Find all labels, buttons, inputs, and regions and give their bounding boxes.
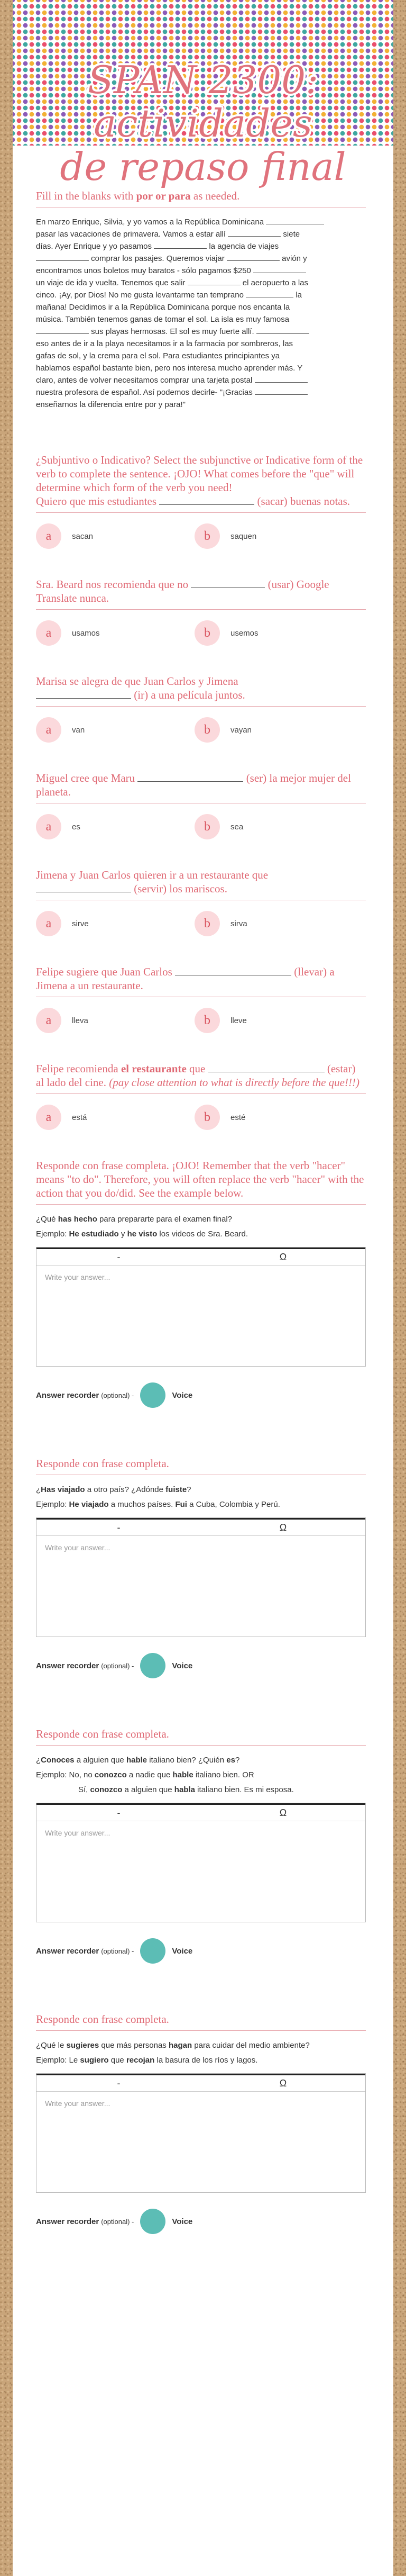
blank-11[interactable] — [255, 374, 308, 383]
blank-6[interactable] — [253, 265, 306, 273]
question-12-title: Responde con frase completa. — [36, 2013, 169, 2026]
minus-button[interactable]: - — [117, 2078, 121, 2089]
answer-box-10 — [36, 1517, 366, 1637]
choice-b[interactable]: b sea — [195, 814, 353, 839]
answer-input[interactable]: Write your answer... — [45, 1829, 110, 1837]
question-7-title: Felipe sugiere que Juan Carlos (llevar) a Jimena a un restaurante. — [36, 965, 335, 992]
question-7-choices — [36, 1008, 366, 1033]
choice-a[interactable]: a lleva — [36, 1008, 195, 1033]
badge-a-icon: a — [36, 1008, 61, 1033]
minus-button[interactable]: - — [117, 1807, 121, 1818]
omega-symbol-button[interactable]: Ω — [279, 1252, 287, 1262]
question-12-prompt: ¿Qué le sugieres que más personas hagan para cuidar del medio ambiente? — [36, 2041, 310, 2050]
answer-toolbar — [36, 1803, 365, 1821]
voice-record-button[interactable] — [140, 2209, 165, 2234]
question-11-example-1: Ejemplo: No, no conozco a nadie que hable italiano bien. OR — [36, 1770, 254, 1779]
answer-box-12 — [36, 2073, 366, 2193]
blank-1[interactable] — [266, 216, 324, 224]
question-6-choices — [36, 911, 366, 936]
badge-a-icon: a — [36, 717, 61, 743]
omega-symbol-button[interactable]: Ω — [279, 2078, 287, 2089]
blank-3[interactable] — [154, 240, 207, 249]
blank-4[interactable] — [36, 252, 89, 261]
blank-7[interactable] — [188, 277, 241, 285]
polka-dot-header — [13, 0, 393, 189]
answer-box-9 — [36, 1247, 366, 1367]
choice-a[interactable]: a usamos — [36, 620, 195, 646]
badge-a-icon: a — [36, 814, 61, 839]
choice-b[interactable]: b saquen — [195, 523, 353, 549]
choice-a[interactable]: a sirve — [36, 911, 195, 936]
badge-a-icon: a — [36, 1105, 61, 1130]
question-9-example: Ejemplo: He estudiado y he visto los videos de Sra. Beard. — [36, 1230, 248, 1239]
question-3-choices — [36, 620, 366, 646]
choice-b[interactable]: b esté — [195, 1105, 353, 1130]
choice-b[interactable]: b usemos — [195, 620, 353, 646]
question-1-title: Fill in the blanks with por or para as needed. — [36, 189, 240, 202]
question-9-title: Responde con frase completa. ¡OJO! Remember that the verb "hacer" means "to do". Therefore, you will often replace the verb "hacer" with the action that you do/did. See the example below. — [36, 1159, 364, 1199]
question-10-title: Responde con frase completa. — [36, 1457, 169, 1470]
question-2-title: ¿Subjuntivo o Indicativo? Select the subjunctive or Indicative form of the verb to complete the sentence. ¡OJO! What comes before the "que" will determine which form of the verb you need! Quiero que mis estudiantes (sacar) buenas notas. — [36, 454, 363, 508]
badge-b-icon: b — [195, 1105, 220, 1130]
answer-recorder: Answer recorder (optional) - Voice — [36, 1653, 366, 1678]
question-10-example: Ejemplo: He viajado a muchos países. Fui a Cuba, Colombia y Perú. — [36, 1500, 280, 1509]
choice-a[interactable]: a es — [36, 814, 195, 839]
blank-10[interactable] — [256, 326, 309, 334]
badge-a-icon: a — [36, 620, 61, 646]
badge-b-icon: b — [195, 814, 220, 839]
answer-box-11 — [36, 1803, 366, 1922]
blank-12[interactable] — [255, 386, 308, 395]
choice-a[interactable]: a van — [36, 717, 195, 743]
answer-input[interactable]: Write your answer... — [45, 1543, 110, 1552]
badge-b-icon: b — [195, 911, 220, 936]
badge-b-icon: b — [195, 620, 220, 646]
question-4-choices — [36, 717, 366, 743]
choice-a[interactable]: a sacan — [36, 523, 195, 549]
omega-symbol-button[interactable]: Ω — [279, 1807, 287, 1818]
question-1-paragraph: En marzo Enrique, Silvia, y yo vamos a la República Dominicana pasar las vacaciones de primavera. Vamos a estar allí siete días. Ayer Enrique y yo pasamos la agencia de viajes comprar los pasajes. Queremos viajar avión y encontramos unos boletos muy baratos - sólo pagamos $250 un viaje de ida y vuelta. Tenemos que salir el aeropuerto a las cinco. ¡Ay, por Dios! No me gusta levantarme tan temprano la mañana! Decidimos ir a la República Dominicana porque nos encanta la música. También tenemos ganas de tomar el sol. La isla es muy famosa sus playas hermosas. El sol es muy fuerte allí. eso antes de ir a la playa necesitamos ir a la farmacia por sombreros, las gafas de sol, y la crema para el sol. Para estudiantes principiantes ya hablamos español bastante bien, pero nos interesa mucho aprender más. Y claro, antes de volver necesitamos comprar una tarjeta postal nuestra profesora de español. Así podemos decirle- "¡Gracias enseñarnos la diferencia entre por y para!" — [36, 216, 366, 411]
question-3-title: Sra. Beard nos recomienda que no (usar) Google Translate nunca. — [36, 578, 329, 604]
question-11-title: Responde con frase completa. — [36, 1728, 169, 1740]
answer-toolbar — [36, 1518, 365, 1536]
question-8-title: Felipe recomienda el restaurante que (estar) al lado del cine. (pay close attention to what is directly before the que!!!) — [36, 1062, 359, 1089]
badge-a-icon: a — [36, 911, 61, 936]
answer-toolbar — [36, 1248, 365, 1266]
question-4-title: Marisa se alegra de que Juan Carlos y Jimena (ir) a una película juntos. — [36, 675, 245, 701]
question-8-choices — [36, 1105, 366, 1130]
choice-b[interactable]: b lleve — [195, 1008, 353, 1033]
answer-input[interactable]: Write your answer... — [45, 2099, 110, 2108]
badge-b-icon: b — [195, 717, 220, 743]
badge-b-icon: b — [195, 523, 220, 549]
question-6-title: Jimena y Juan Carlos quieren ir a un restaurante que (servir) los mariscos. — [36, 869, 269, 895]
page-title: SPAN 2300: actividades de repaso final — [60, 58, 346, 189]
answer-recorder: Answer recorder (optional) - Voice — [36, 1382, 366, 1408]
question-11-example-2: Sí, conozco a alguien que habla italiano bien. Es mi esposa. — [78, 1785, 294, 1794]
answer-recorder: Answer recorder (optional) - Voice — [36, 1938, 366, 1964]
question-2-choices — [36, 523, 366, 549]
question-12-example: Ejemplo: Le sugiero que recojan la basura de los ríos y lagos. — [36, 2056, 258, 2065]
question-9-prompt: ¿Qué has hecho para prepararte para el examen final? — [36, 1215, 233, 1224]
choice-b[interactable]: b vayan — [195, 717, 353, 743]
blank-8[interactable] — [246, 289, 293, 297]
answer-toolbar — [36, 2074, 365, 2092]
blank-2[interactable] — [228, 228, 281, 237]
blank-5[interactable] — [227, 252, 280, 261]
badge-a-icon: a — [36, 523, 61, 549]
blank-9[interactable] — [36, 326, 89, 334]
answer-input[interactable]: Write your answer... — [45, 1273, 110, 1281]
question-5-title: Miguel cree que Maru (ser) la mejor mujer del planeta. — [36, 772, 351, 798]
question-5-choices — [36, 814, 366, 839]
choice-b[interactable]: b sirva — [195, 911, 353, 936]
voice-record-button[interactable] — [140, 1938, 165, 1964]
question-11-prompt: ¿Conoces a alguien que hable italiano bien? ¿Quién es? — [36, 1756, 240, 1765]
worksheet-page — [13, 0, 393, 2576]
voice-record-button[interactable] — [140, 1382, 165, 1408]
answer-recorder: Answer recorder (optional) - Voice — [36, 2209, 366, 2234]
minus-button[interactable]: - — [117, 1522, 121, 1533]
voice-record-button[interactable] — [140, 1653, 165, 1678]
omega-symbol-button[interactable]: Ω — [279, 1522, 287, 1533]
minus-button[interactable]: - — [117, 1252, 121, 1262]
question-10-prompt: ¿Has viajado a otro país? ¿Adónde fuiste? — [36, 1485, 191, 1494]
choice-a[interactable]: a está — [36, 1105, 195, 1130]
badge-b-icon: b — [195, 1008, 220, 1033]
